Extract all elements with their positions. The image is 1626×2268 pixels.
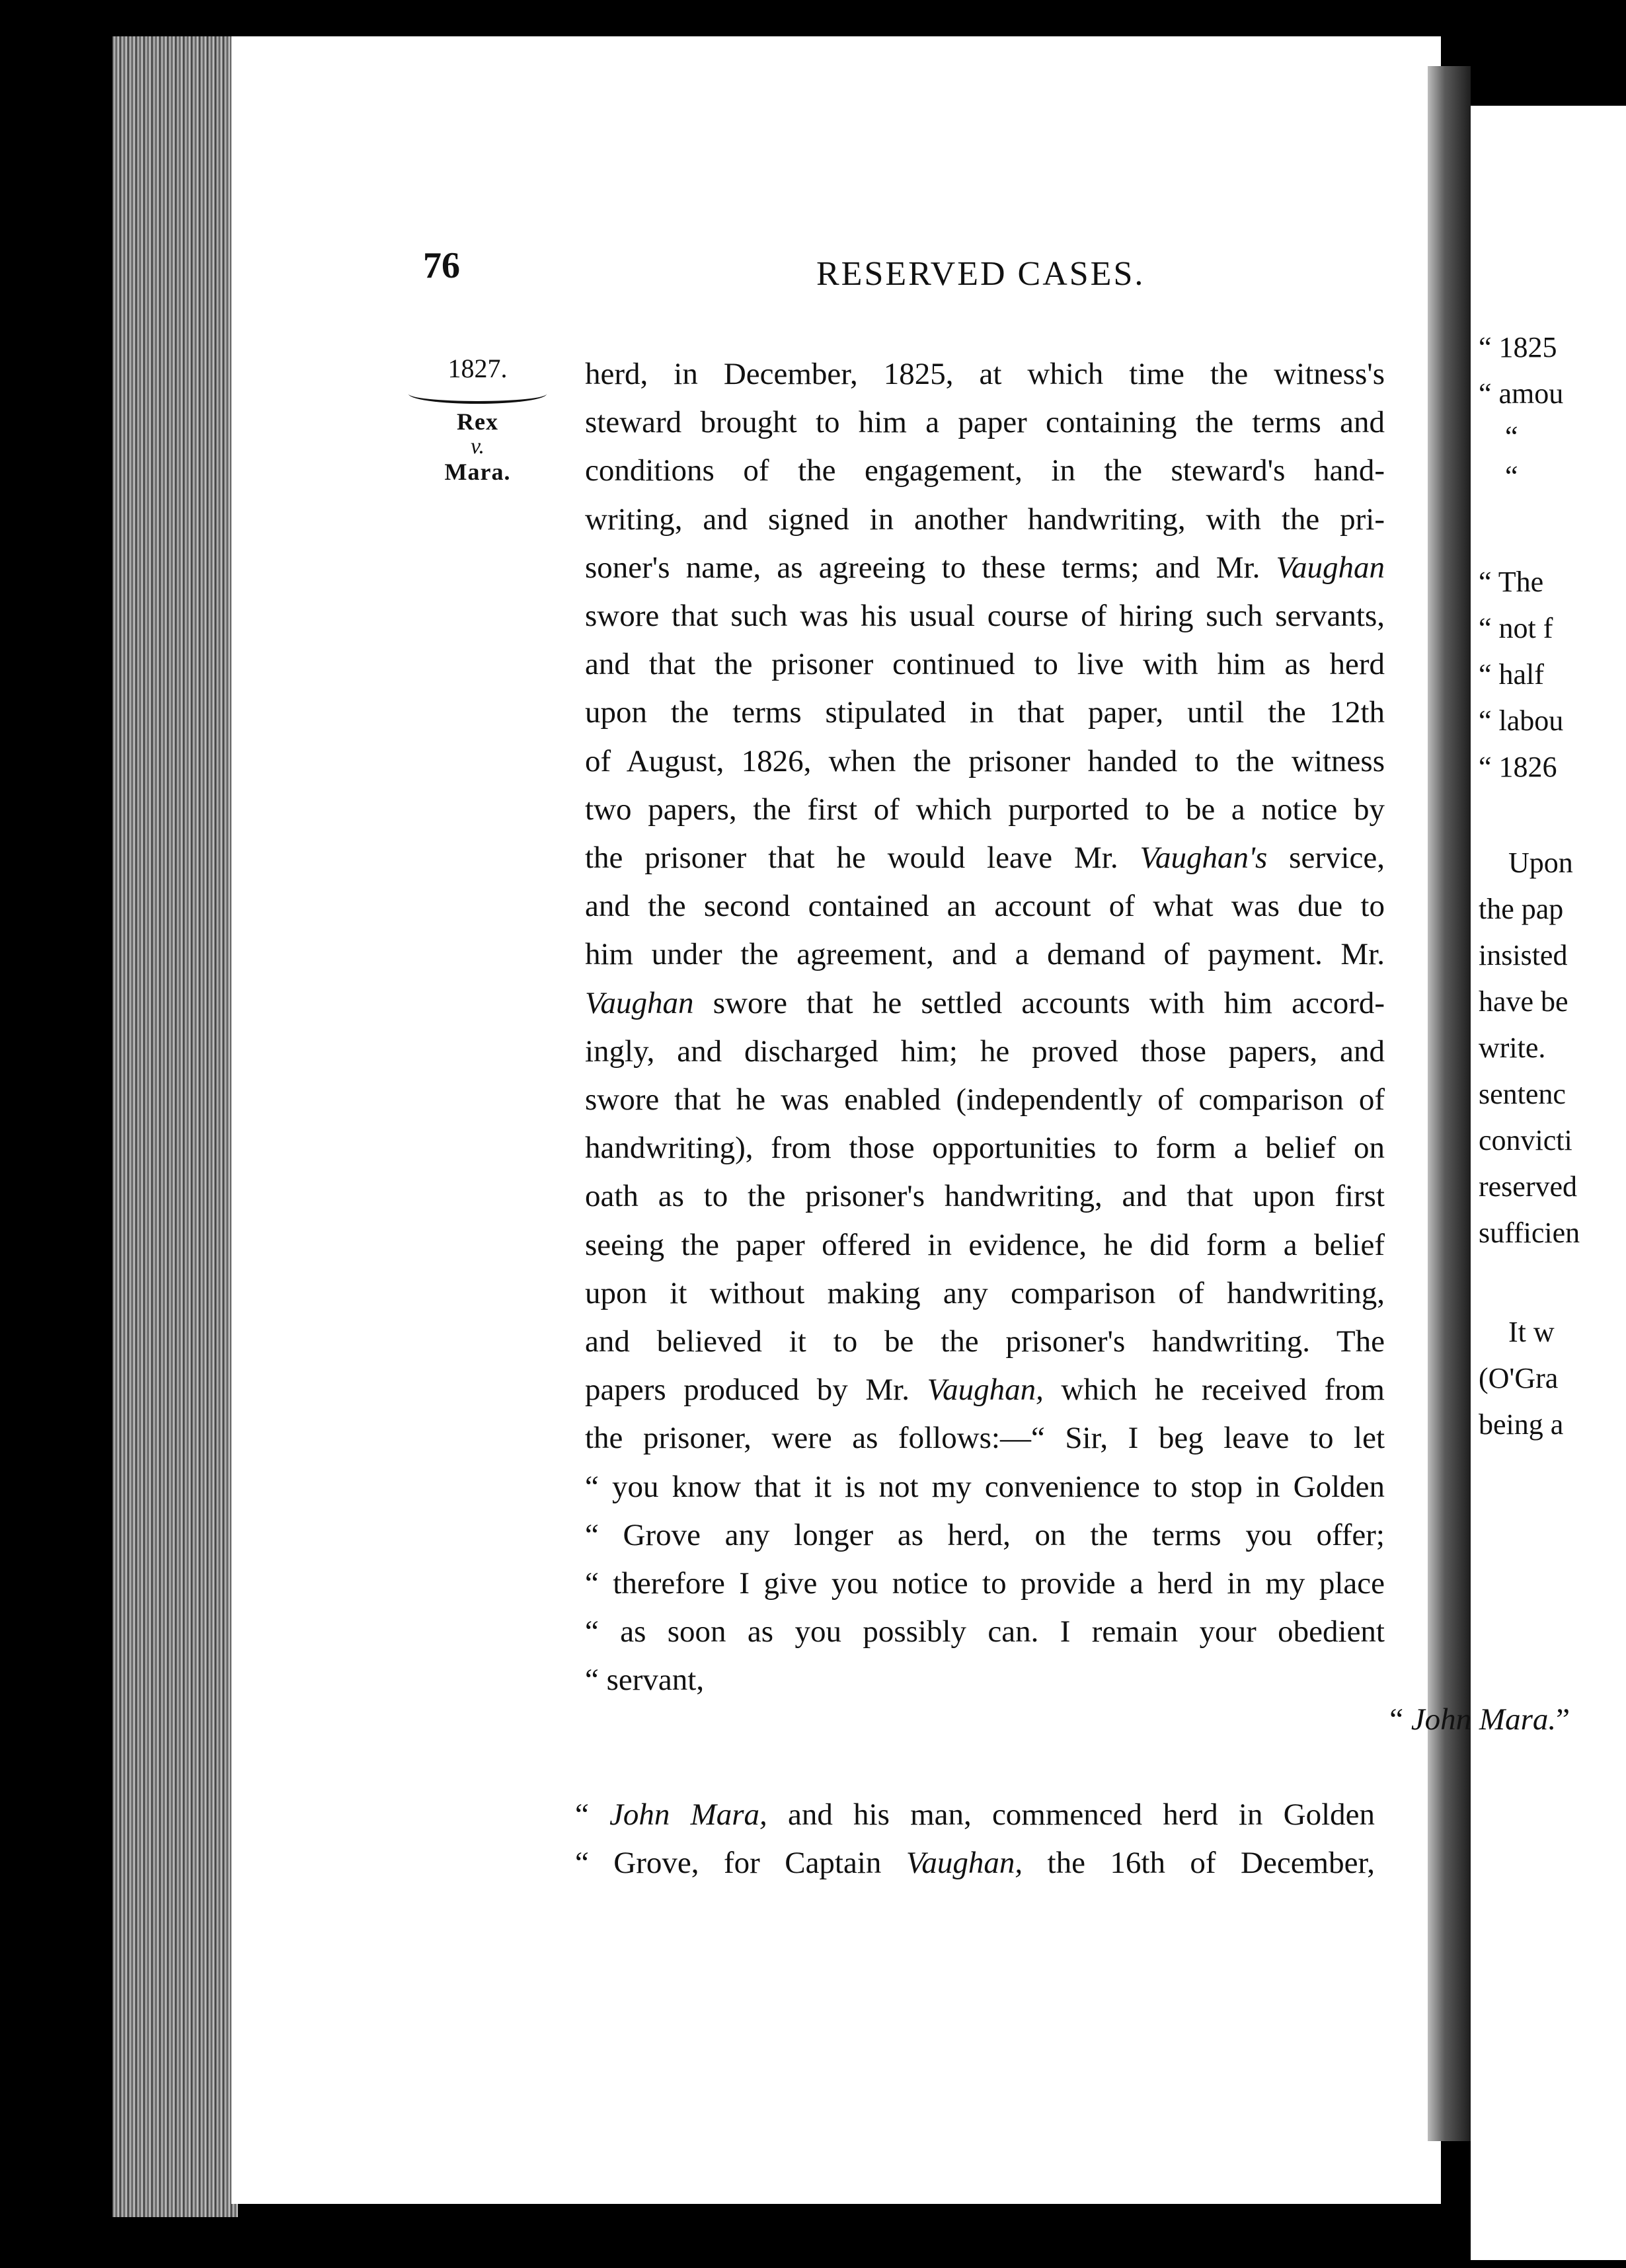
- text-segment: “ Grove, for Captain: [575, 1846, 906, 1880]
- text-segment: soner's name, as agreeing to these terms; and Mr.: [585, 550, 1276, 585]
- text-line: [575, 1791, 1375, 1839]
- text-line: [585, 544, 1385, 592]
- italic-name: Vaughan,: [906, 1846, 1023, 1880]
- text-segment: the prisoner that he would leave Mr.: [585, 841, 1140, 876]
- right-line: have be: [1479, 985, 1568, 1018]
- right-line: reserved: [1479, 1170, 1578, 1203]
- right-line: “ not f: [1479, 612, 1553, 644]
- italic-name: Vaughan: [585, 985, 694, 1020]
- right-line: Upon: [1508, 847, 1573, 879]
- right-line: “ labou: [1479, 704, 1564, 737]
- signature-quote-open: “: [1389, 1702, 1411, 1737]
- right-line: “ 1826: [1479, 751, 1557, 783]
- sidenote-v: v.: [470, 434, 485, 459]
- text-line: seeing the paper offered in evidence, he did form a belief: [585, 1227, 1385, 1262]
- text-segment: which he received from: [1043, 1373, 1385, 1408]
- right-line: “ 1825: [1479, 331, 1557, 363]
- right-line: “: [1505, 420, 1518, 453]
- text-segment: “: [575, 1797, 610, 1832]
- text-line: steward brought to him a paper containing the terms and: [585, 405, 1385, 440]
- text-line: him under the agreement, and a demand of payment. Mr.: [585, 937, 1385, 972]
- right-line: It w: [1508, 1316, 1555, 1348]
- right-line: “ half: [1479, 658, 1544, 691]
- text-line: handwriting), from those opportunities to form a belief on: [585, 1131, 1385, 1166]
- right-line: the pap: [1479, 893, 1564, 925]
- book-page-edges: [112, 36, 238, 2217]
- right-line: “ The: [1479, 566, 1544, 598]
- text-line: ingly, and discharged him; he proved those papers, and: [585, 1034, 1385, 1069]
- text-line: swore that he was enabled (independently of comparison of: [585, 1082, 1385, 1117]
- text-line: writing, and signed in another handwriting, with the pri-: [585, 502, 1385, 537]
- sidenote-rex: Rex: [457, 408, 498, 435]
- text-segment: swore that he settled accounts with him accord-: [693, 985, 1385, 1020]
- second-paper-text: [575, 1791, 1375, 1887]
- text-line: the prisoner, were as follows:—“ Sir, I beg leave to let: [585, 1421, 1385, 1456]
- right-line: convicti: [1479, 1124, 1572, 1156]
- text-line: conditions of the engagement, in the steward's hand-: [585, 453, 1385, 488]
- text-line: “ therefore I give you notice to provide a herd in my place: [585, 1566, 1385, 1601]
- text-line: [575, 1839, 1375, 1887]
- running-head: RESERVED CASES.: [816, 255, 1145, 293]
- text-line: upon it without making any comparison of handwriting,: [585, 1275, 1385, 1310]
- right-line: (O'Gra: [1479, 1362, 1559, 1394]
- sidenote-year: 1827.: [447, 354, 508, 383]
- text-line: of August, 1826, when the prisoner handed to the witness: [585, 743, 1385, 778]
- italic-name: Vaughan's: [1140, 841, 1268, 876]
- case-sidenote: [403, 354, 552, 486]
- right-line: being a: [1479, 1408, 1564, 1441]
- text-line: and the second contained an account of what was due to: [585, 889, 1385, 924]
- text-line: upon the terms stipulated in that paper, until the 12th: [585, 695, 1385, 730]
- right-line: sufficien: [1479, 1217, 1580, 1249]
- sidenote-brace: [408, 384, 547, 404]
- right-line: insisted: [1479, 939, 1568, 971]
- text-line: oath as to the prisoner's handwriting, and that upon first: [585, 1179, 1385, 1214]
- text-line: and believed it to be the prisoner's handwriting. The: [585, 1324, 1385, 1359]
- page-number: 76: [423, 245, 460, 286]
- right-line: sentenc: [1479, 1078, 1566, 1110]
- text-line: “ Grove any longer as herd, on the terms you offer;: [585, 1517, 1385, 1552]
- italic-name: John Mara,: [609, 1797, 767, 1832]
- sidenote-mara: Mara.: [444, 459, 511, 485]
- text-line: “ as soon as you possibly can. I remain your obedient: [585, 1614, 1385, 1649]
- signature-name: John Mara.: [1411, 1702, 1557, 1737]
- text-line: and that the prisoner continued to live with him as herd: [585, 647, 1385, 682]
- right-line: “ amou: [1479, 377, 1564, 410]
- right-line: “: [1505, 460, 1518, 492]
- book-page-right: [1471, 106, 1626, 2260]
- text-line: herd, in December, 1825, at which time the witness's: [585, 357, 1385, 391]
- body-text: [585, 350, 1385, 1705]
- book-gutter: [1428, 66, 1471, 2141]
- signature-quote-close: ”: [1556, 1702, 1570, 1737]
- text-segment: service,: [1267, 841, 1385, 876]
- right-line: write.: [1479, 1032, 1546, 1064]
- letter-signature: [1389, 1702, 1570, 1737]
- text-line: “ you know that it is not my convenience to stop in Golden: [585, 1469, 1385, 1504]
- text-line: [585, 979, 1385, 1028]
- text-line: two papers, the first of which purported to be a notice by: [585, 792, 1385, 827]
- italic-name: Vaughan: [1276, 550, 1385, 585]
- text-segment: the 16th of December,: [1023, 1846, 1375, 1880]
- italic-name: Vaughan,: [927, 1373, 1044, 1408]
- text-segment: and his man, commenced herd in Golden: [767, 1797, 1375, 1832]
- text-segment: papers produced by Mr.: [585, 1373, 927, 1408]
- text-line: [585, 834, 1385, 882]
- text-line: [585, 1366, 1385, 1414]
- text-line: swore that such was his usual course of hiring such servants,: [585, 599, 1385, 634]
- text-line: “ servant,: [585, 1663, 705, 1698]
